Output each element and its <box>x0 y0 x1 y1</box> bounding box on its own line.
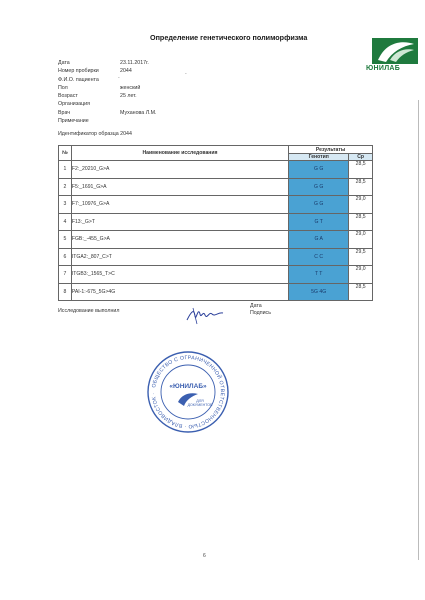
svg-text:ДОКУМЕНТОВ: ДОКУМЕНТОВ <box>187 403 213 407</box>
genotype-value: G G <box>289 161 349 179</box>
cp-value: 28,5 <box>349 178 373 196</box>
company-stamp <box>146 350 230 434</box>
col-header-test-name: Наименование исследования <box>71 146 288 161</box>
results-table <box>58 145 373 301</box>
test-name: FGB:_-455_G>A <box>71 231 288 249</box>
cp-value: 28,5 <box>349 213 373 231</box>
page-number: 6 <box>203 553 206 559</box>
cp-value: 28,5 <box>349 283 373 301</box>
date-signature-block <box>250 303 271 317</box>
info-value: 2044 <box>120 68 132 75</box>
col-header-results: Результаты <box>289 146 373 154</box>
info-label: Врач <box>58 109 71 116</box>
genotype-value: G A <box>289 231 349 249</box>
svg-text:ДЛЯ: ДЛЯ <box>196 399 204 403</box>
logo-emblem <box>372 38 418 64</box>
row-number: 2 <box>59 178 72 196</box>
row-number: 6 <box>59 248 72 266</box>
cp-value: 29,0 <box>349 266 373 284</box>
table-row <box>59 248 373 266</box>
info-label: Номер пробирки <box>58 68 99 75</box>
info-label: Организация <box>58 101 90 108</box>
row-number: 3 <box>59 196 72 214</box>
performed-by-label: Исследование выполнил <box>58 308 120 314</box>
table-row <box>59 266 373 284</box>
redaction-mark: - <box>118 75 120 81</box>
test-name: ITGA2:_807_C>T <box>71 248 288 266</box>
genotype-value: C C <box>289 248 349 266</box>
table-row <box>59 161 373 179</box>
table-row <box>59 196 373 214</box>
info-label: Ф.И.О. пациента <box>58 76 99 83</box>
info-label: Примечание <box>58 118 89 125</box>
row-number: 7 <box>59 266 72 284</box>
genotype-value: T T <box>289 266 349 284</box>
date-label: Дата <box>250 303 262 309</box>
row-number: 8 <box>59 283 72 301</box>
col-header-cp: Ср <box>349 154 373 161</box>
unilab-logo <box>362 38 418 78</box>
svg-text:ОБЩЕСТВО С ОГРАНИЧЕННОЙ ОТВЕТС: ОБЩЕСТВО С ОГРАНИЧЕННОЙ ОТВЕТСТВЕННОСТЬЮ · ВЛАДИВОСТОК · <box>150 354 226 430</box>
info-value: женский <box>120 84 141 91</box>
info-value: Муханова Л.М. <box>120 109 157 116</box>
genotype-value: G T <box>289 213 349 231</box>
handwritten-signature <box>185 302 225 328</box>
info-value: 23.11.2017г. <box>120 60 149 66</box>
table-row <box>59 213 373 231</box>
test-name: F13:_G>T <box>71 213 288 231</box>
info-label: Пол <box>58 84 68 91</box>
test-name: F2:_20210_G>A <box>71 161 288 179</box>
genotype-value: G G <box>289 196 349 214</box>
row-number: 5 <box>59 231 72 249</box>
sample-identifier: Идентификатор образца 2044 <box>58 131 132 137</box>
signature-label: Подпись <box>250 310 271 316</box>
logo-text: ЮНИЛАБ <box>366 65 401 72</box>
test-name: PAI-1:-675_5G>4G <box>71 283 288 301</box>
redaction-mark: - <box>185 71 187 77</box>
test-name: F5:_1691_G>A <box>71 178 288 196</box>
scan-edge-line <box>418 100 419 560</box>
info-label: Дата <box>58 60 70 66</box>
cp-value: 28,5 <box>349 161 373 179</box>
table-row <box>59 231 373 249</box>
genotype-value: G G <box>289 178 349 196</box>
row-number: 1 <box>59 161 72 179</box>
test-name: ITGB3:_1565_T>C <box>71 266 288 284</box>
table-row <box>59 178 373 196</box>
info-value: 25 лет. <box>120 93 137 100</box>
row-number: 4 <box>59 213 72 231</box>
test-name: F7:_10976_G>A <box>71 196 288 214</box>
table-row <box>59 283 373 301</box>
svg-text:«ЮНИЛАБ»: «ЮНИЛАБ» <box>169 383 207 390</box>
col-header-genotype: Генотип <box>289 154 349 161</box>
cp-value: 29,0 <box>349 231 373 249</box>
genotype-value: 5G 4G <box>289 283 349 301</box>
report-title: Определение генетического полиморфизма <box>150 33 308 42</box>
col-header-number: № <box>59 146 72 161</box>
cp-value: 29,0 <box>349 196 373 214</box>
info-label: Возраст <box>58 93 78 100</box>
cp-value: 29,5 <box>349 248 373 266</box>
